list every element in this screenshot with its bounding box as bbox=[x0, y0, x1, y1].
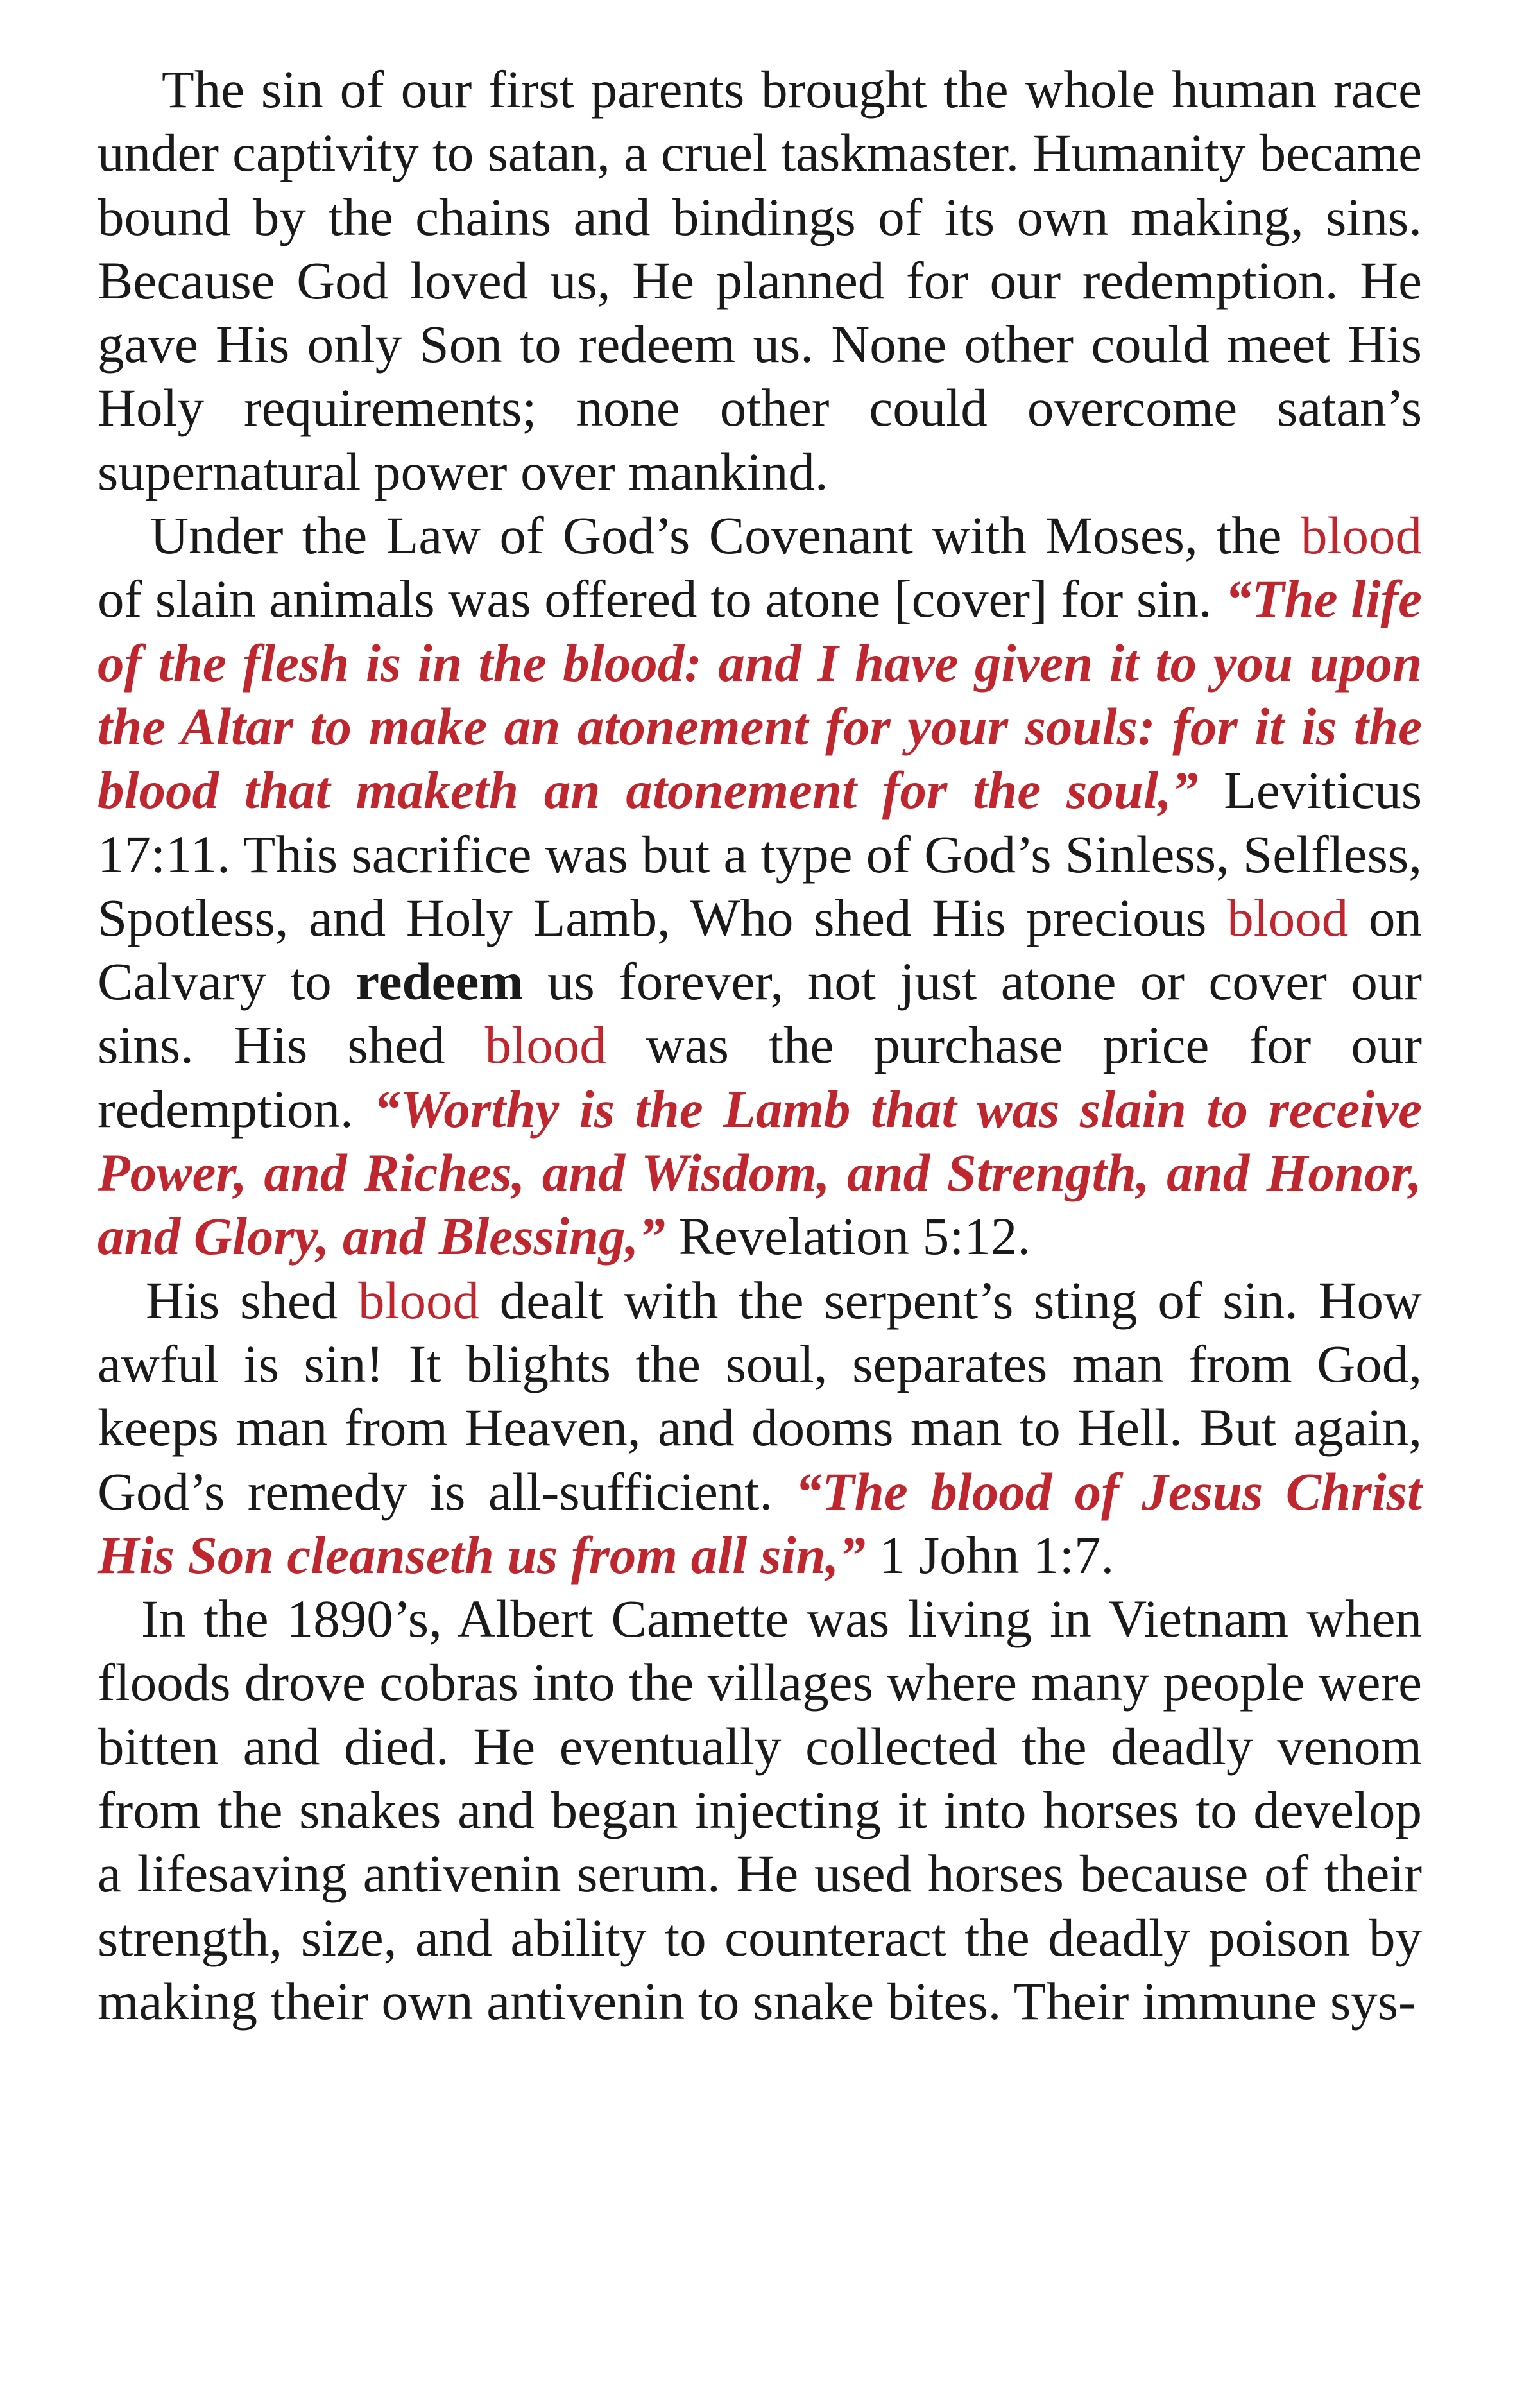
scripture-quote-leviticus: “The life of the flesh is in the blood: and I have given it to you upon the Altar to make an atonement for your souls: for it is the blood that maketh an atonement for the soul,” bbox=[98, 569, 1422, 820]
keyword-redeem: redeem bbox=[355, 952, 524, 1011]
text-segment: dealt with the serpent’s sting of sin. How awful is sin! It blights the soul, separates man from God, keeps man from Heaven, and dooms man to Hell. But again, God’s remedy is all-sufficient. bbox=[98, 1270, 1422, 1521]
paragraph-serpent-sting bbox=[98, 1269, 1422, 1587]
document-page bbox=[98, 58, 1422, 2343]
paragraph-blood-atonement bbox=[98, 504, 1422, 1269]
text-segment: Under the Law of God’s Covenant with Moses, the bbox=[150, 506, 1301, 565]
text-segment: us forever, not just atone or cover our sins. His shed bbox=[98, 952, 1422, 1075]
paragraph-text: The sin of our first parents brought the whole human race under captivity to satan, a cruel taskmaster. Humanity became bound by the chains and bindings of its own making, sins. Because God loved us, He planned for our redemption. He gave His only Son to redeem us. None other could meet His Holy requirements; none other could overcome satan’s supernatural power over mankind. bbox=[98, 60, 1422, 501]
paragraph-albert-camette bbox=[98, 1587, 1422, 2033]
text-segment: Leviticus 17:11. This sacrifice was but a type of God’s Sinless, Selfless, Spotless, and Holy Lamb, Who shed His precious bbox=[98, 761, 1423, 947]
keyword-blood: blood bbox=[1300, 506, 1422, 565]
text-segment: 1 John 1:7. bbox=[865, 1525, 1115, 1585]
keyword-blood: blood bbox=[484, 1015, 606, 1075]
text-segment: was the purchase price for our redemption. bbox=[98, 1015, 1422, 1139]
paragraph-text: In the 1890’s, Albert Camette was living in Vietnam when floods drove cobras into the villages where many people were bitten and died. He eventually collected the deadly venom from the snakes and began injecting it into horses to develop a lifesaving antivenin serum. He used horses because of their strength, size, and ability to counteract the deadly poison by making their own antivenin to snake bites. Their immune sys- bbox=[98, 1589, 1422, 2031]
paragraph-original-sin bbox=[98, 58, 1422, 504]
keyword-blood: blood bbox=[1227, 888, 1349, 947]
scripture-quote-1-john: “The blood of Jesus Christ His Son cleanseth us from all sin,” bbox=[98, 1461, 1422, 1585]
scripture-quote-revelation: “Worthy is the Lamb that was slain to receive Power, and Riches, and Wisdom, and Strength, and Honor, and Glory, and Blessing,” bbox=[98, 1079, 1423, 1266]
text-segment: on Calvary to bbox=[98, 888, 1423, 1011]
text-segment: of slain animals was offered to atone [cover] for sin. bbox=[98, 569, 1226, 629]
text-segment: Revelation 5:12. bbox=[665, 1207, 1031, 1266]
keyword-blood: blood bbox=[357, 1270, 480, 1330]
text-segment: His shed bbox=[146, 1270, 358, 1330]
